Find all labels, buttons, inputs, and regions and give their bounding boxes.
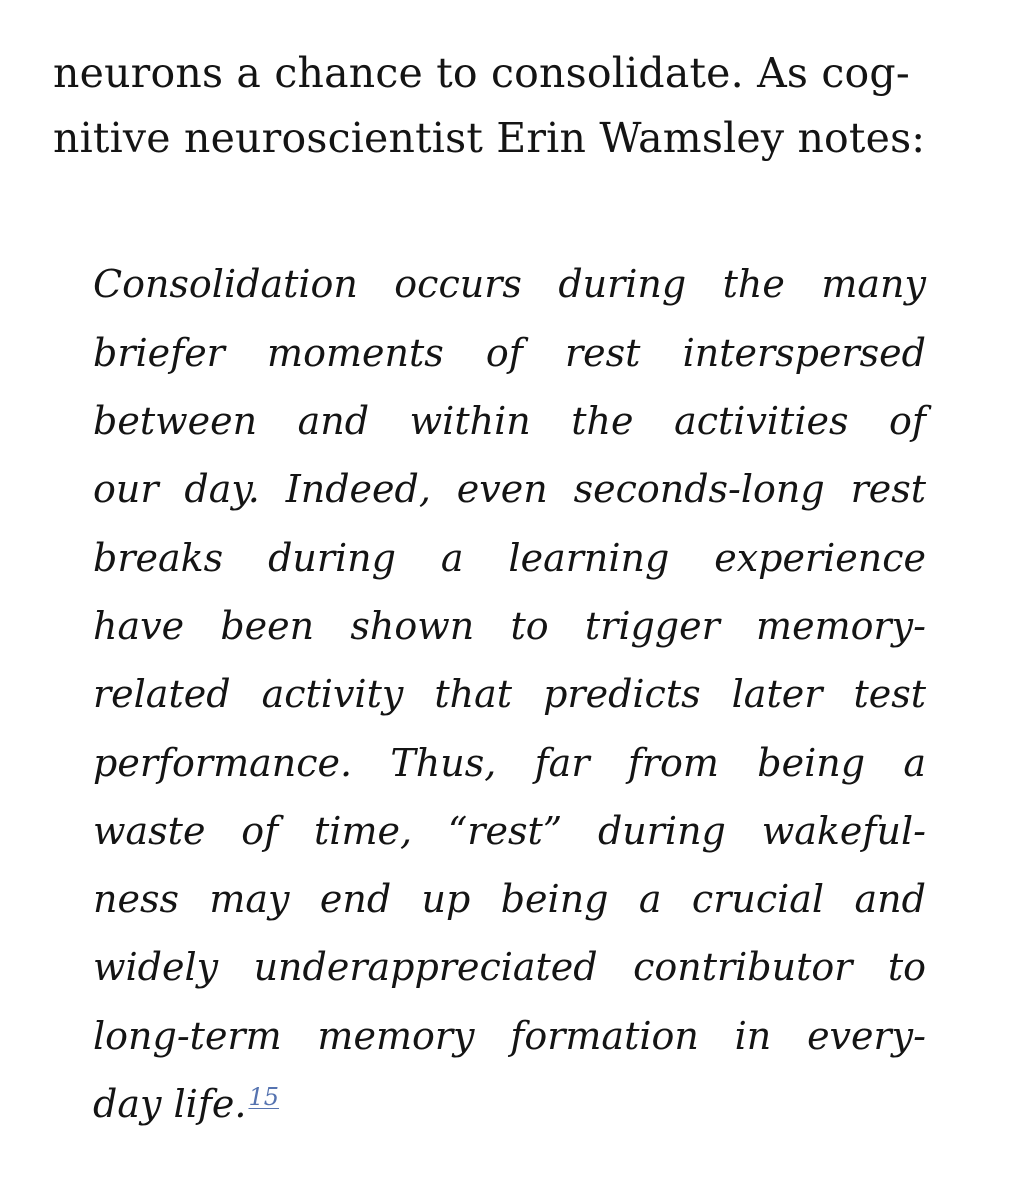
- quote-word: related: [93, 672, 231, 716]
- quote-word: Indeed,: [285, 467, 431, 511]
- quote-word: formation: [510, 1014, 699, 1058]
- quote-word: “rest”: [447, 809, 563, 853]
- quote-line: [93, 672, 926, 716]
- quote-word: have: [93, 604, 185, 648]
- quote-word: breaks: [93, 536, 224, 580]
- quote-word: of: [889, 399, 926, 443]
- quote-word: seconds-long: [573, 467, 825, 511]
- quote-word: day.: [184, 467, 260, 511]
- quote-word: may: [209, 877, 290, 921]
- quote-word: rest: [850, 467, 926, 511]
- quote-word: and: [854, 877, 926, 921]
- quote-word: every-: [807, 1014, 926, 1058]
- quote-word: from: [627, 741, 719, 785]
- quote-word: to: [887, 945, 926, 989]
- quote-word: even: [456, 467, 548, 511]
- quote-word: a: [638, 877, 662, 921]
- quote-word: shown: [350, 604, 475, 648]
- paragraph-line: neurons a chance to consolidate. As cog-: [53, 49, 910, 97]
- quote-word: briefer: [93, 331, 225, 375]
- quote-word: test: [853, 672, 926, 716]
- quote-word: up: [421, 877, 471, 921]
- quote-word: that: [434, 672, 513, 716]
- quote-word: the: [722, 262, 785, 306]
- quote-word: between: [93, 399, 258, 443]
- quote-word: occurs: [394, 262, 522, 306]
- quote-word: widely: [93, 945, 219, 989]
- quote-word: many: [821, 262, 926, 306]
- quote-word: trigger: [584, 604, 720, 648]
- quote-word: within: [409, 399, 531, 443]
- quote-word: long-term: [93, 1014, 282, 1058]
- quote-line: [93, 945, 926, 989]
- quote-word: activities: [674, 399, 849, 443]
- quote-word: during: [597, 809, 726, 853]
- quote-word: rest: [565, 331, 641, 375]
- quote-word: memory-: [756, 604, 926, 648]
- quote-word: activity: [261, 672, 404, 716]
- quote-word: been: [220, 604, 315, 648]
- quote-word: waste: [93, 809, 206, 853]
- quote-word: memory: [317, 1014, 475, 1058]
- quote-line: [93, 604, 926, 648]
- quote-line: [93, 467, 926, 511]
- footnote-link[interactable]: 15: [248, 1083, 280, 1111]
- quote-word: predicts: [543, 672, 701, 716]
- quote-word: a: [903, 741, 926, 785]
- quote-word: the: [571, 399, 634, 443]
- paragraph-line: nitive neuroscientist Erin Wamsley notes:: [53, 114, 926, 162]
- quote-word: our: [93, 467, 159, 511]
- quote-word: Consolidation: [93, 262, 358, 306]
- quote-line: [93, 262, 926, 306]
- quote-word: being: [757, 741, 866, 785]
- quote-word: later: [731, 672, 823, 716]
- quote-word: moments: [267, 331, 444, 375]
- quote-line: [93, 331, 926, 375]
- quote-word: a: [440, 536, 464, 580]
- quote-word: far: [534, 741, 590, 785]
- quote-word: of: [241, 809, 279, 853]
- quote-word: crucial: [691, 877, 825, 921]
- quote-word: contributor: [633, 945, 853, 989]
- quote-line: [93, 536, 926, 580]
- quote-word: underappreciated: [253, 945, 598, 989]
- quote-word: Thus,: [390, 741, 497, 785]
- quote-word: learning: [508, 536, 670, 580]
- quote-word: end: [319, 877, 392, 921]
- quote-word: during: [268, 536, 396, 580]
- quote-word: performance.: [93, 741, 353, 785]
- quote-word: being: [500, 877, 609, 921]
- quote-word: experience: [714, 536, 926, 580]
- quote-word: of: [485, 331, 523, 375]
- quote-word: wakeful-: [761, 809, 926, 853]
- quote-last-line: [93, 1082, 926, 1126]
- quote-line: [93, 877, 926, 921]
- quote-word: ness: [93, 877, 179, 921]
- quote-line-text: day life.: [93, 1082, 247, 1126]
- quote-word: during: [558, 262, 687, 306]
- quote-line: [93, 1014, 926, 1058]
- quote-word: and: [297, 399, 370, 443]
- quote-word: to: [510, 604, 549, 648]
- quote-word: in: [734, 1014, 772, 1058]
- quote-word: interspersed: [682, 331, 926, 375]
- quote-line: [93, 741, 926, 785]
- quote-line: [93, 809, 926, 853]
- quote-line: [93, 399, 926, 443]
- quote-word: time,: [314, 809, 413, 853]
